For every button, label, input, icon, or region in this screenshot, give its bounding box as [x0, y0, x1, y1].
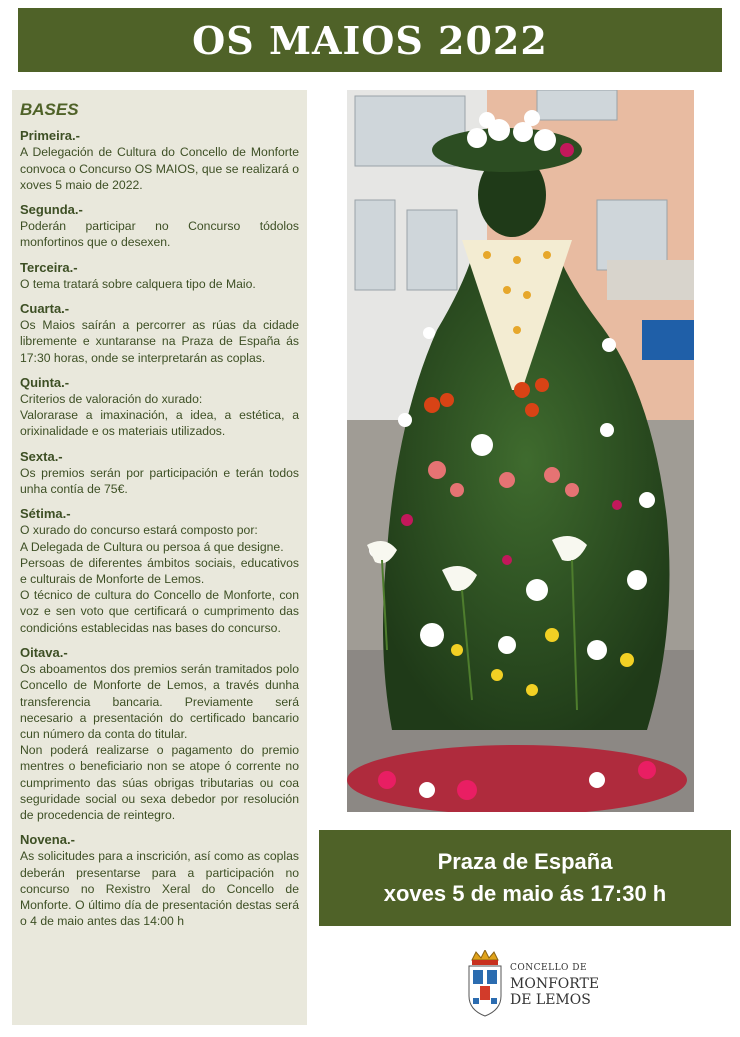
section-text: Criterios de valoración do xurado:	[20, 392, 203, 407]
section-text: O técnico de cultura do Concello de Monforte, con voz e sen voto que certificará o cumprimento das condicións establecidas nas bases do concurso.	[20, 588, 299, 635]
section-title: Quinta.-	[20, 374, 70, 390]
bases-panel	[12, 90, 307, 1025]
bases-section	[20, 375, 299, 440]
section-text: O xurado do concurso estará composto por:	[20, 523, 258, 538]
section-text: Os aboamentos dos premios serán tramitados polo Concello de Monforte de Lemos, a través dunha transferencia bancaria. Previamente será necesario a presentación do certificado bancario cun número da conta do titular.	[20, 662, 299, 741]
logo-line-2: MONFORTE	[510, 976, 600, 992]
section-text: Non poderá realizarse o pagamento do premio mentres o beneficiario non se atope ó corrente no cumprimento das súas obrigas tributarias ou coa seguridade social ou sexa debedor por resolución de procedencia de reintegro.	[20, 743, 299, 822]
section-text: Os premios serán por participación e terán todos unha contía de 75€.	[20, 465, 299, 497]
section-title: Segunda.-	[20, 202, 83, 218]
section-title: Cuarta.-	[20, 301, 70, 317]
page-title: OS MAIOS 2022	[192, 17, 548, 63]
section-title: Sexta.-	[20, 448, 63, 464]
section-title: Oitava.-	[20, 644, 68, 660]
section-text: O tema tratará sobre calquera tipo de Maio.	[20, 276, 256, 291]
section-text: As solicitudes para a inscrición, así como as coplas deberán presentarse para a participación no concurso no Rexistro Xeral do Concello de Monforte. O último día de presentación destas será o 4 de maio antes das 14:00 h	[20, 849, 299, 929]
coat-of-arms-icon	[466, 950, 504, 1018]
section-text: A Delegación de Cultura do Concello de Monforte convoca o Concurso OS MAIOS, que se realizará o xoves 5 maio de 2022.	[20, 145, 299, 192]
event-datetime: xoves 5 de maio ás 17:30 h	[383, 881, 667, 906]
bases-section	[20, 449, 299, 498]
bases-section	[20, 506, 299, 636]
section-title: Primeira.-	[20, 128, 80, 144]
section-text: Valorarase a imaxinación, a idea, a estética, a orixinalidade e os materiais utilizados.	[20, 408, 299, 439]
event-location: Praza de España	[437, 849, 613, 874]
bases-section	[20, 202, 299, 251]
logo-line-3: DE LEMOS	[510, 992, 591, 1008]
section-title: Terceira.-	[20, 259, 78, 275]
logo-line-1: CONCELLO DE	[510, 963, 588, 973]
bases-section	[20, 301, 299, 366]
event-info-box	[319, 830, 731, 926]
section-text: Persoas de diferentes ámbitos sociais, educativos e culturais de Monforte de Lemos.	[20, 555, 299, 587]
maio-photo	[347, 90, 694, 812]
title-banner	[18, 8, 722, 72]
section-text: Os Maios saírán a percorrer as rúas da cidade libremente e xuntaranse na Praza de España ás 17:30 horas, onde se interpretarán as coplas.	[20, 318, 299, 365]
concello-logo	[466, 950, 599, 1018]
bases-sections	[20, 128, 299, 929]
section-text: A Delegada de Cultura ou persoa á que designe.	[20, 539, 284, 554]
section-text: Poderán participar no Concurso tódolos monfortinos que o desexen.	[20, 219, 299, 250]
section-title: Novena.-	[20, 832, 75, 848]
section-title: Sétima.-	[20, 506, 71, 522]
maio-figure-illustration	[347, 90, 694, 812]
bases-section	[20, 260, 299, 292]
bases-section	[20, 645, 299, 823]
bases-section	[20, 832, 299, 929]
bases-section	[20, 128, 299, 193]
bases-heading: BASES	[20, 100, 79, 119]
